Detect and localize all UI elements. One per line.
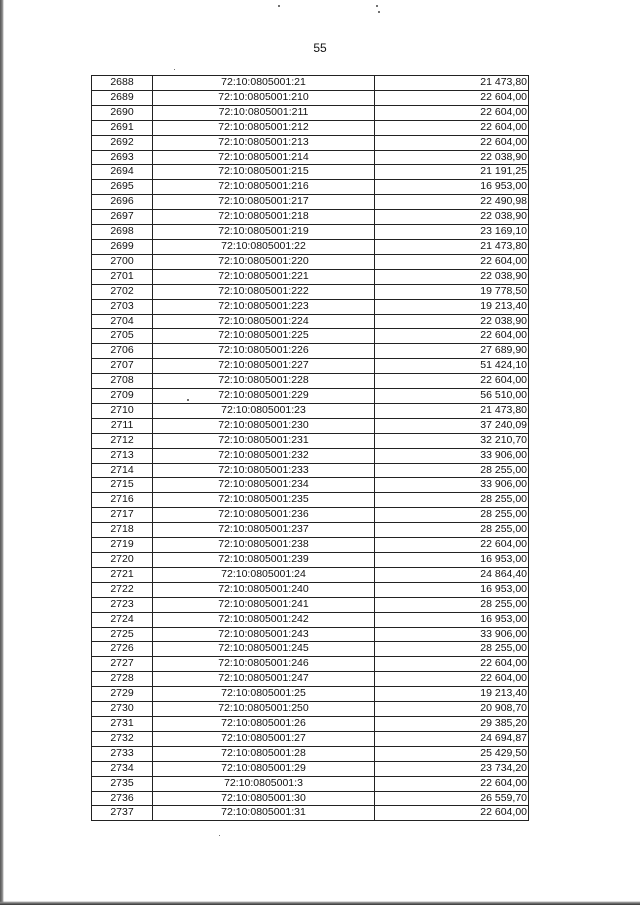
value-cell: 24 694,87 xyxy=(375,731,529,746)
row-number-cell: 2688 xyxy=(92,76,153,91)
cadastral-number-cell: 72:10:0805001:235 xyxy=(153,493,375,508)
cadastral-number-cell: 72:10:0805001:238 xyxy=(153,538,375,553)
value-cell: 23 169,10 xyxy=(375,225,529,240)
row-number-cell: 2713 xyxy=(92,448,153,463)
value-cell: 22 604,00 xyxy=(375,776,529,791)
table-row xyxy=(92,254,529,269)
value-cell: 21 473,80 xyxy=(375,239,529,254)
row-number-cell: 2716 xyxy=(92,493,153,508)
table-row xyxy=(92,210,529,225)
value-cell: 56 510,00 xyxy=(375,389,529,404)
table-row xyxy=(92,448,529,463)
value-cell: 28 255,00 xyxy=(375,597,529,612)
cadastral-number-cell: 72:10:0805001:230 xyxy=(153,418,375,433)
table-row xyxy=(92,657,529,672)
value-cell: 16 953,00 xyxy=(375,582,529,597)
table-row xyxy=(92,672,529,687)
table-row xyxy=(92,76,529,91)
scan-speck xyxy=(174,69,175,70)
row-number-cell: 2708 xyxy=(92,374,153,389)
cadastral-number-cell: 72:10:0805001:227 xyxy=(153,359,375,374)
value-cell: 51 424,10 xyxy=(375,359,529,374)
table-row xyxy=(92,418,529,433)
row-number-cell: 2709 xyxy=(92,389,153,404)
row-number-cell: 2707 xyxy=(92,359,153,374)
row-number-cell: 2730 xyxy=(92,702,153,717)
value-cell: 21 191,25 xyxy=(375,165,529,180)
table-row xyxy=(92,746,529,761)
table-row xyxy=(92,642,529,657)
value-cell: 22 604,00 xyxy=(375,105,529,120)
table-row xyxy=(92,597,529,612)
cadastral-number-cell: 72:10:0805001:243 xyxy=(153,627,375,642)
cadastral-number-cell: 72:10:0805001:229 xyxy=(153,389,375,404)
value-cell: 16 953,00 xyxy=(375,612,529,627)
table-row xyxy=(92,523,529,538)
row-number-cell: 2692 xyxy=(92,135,153,150)
table-row xyxy=(92,553,529,568)
row-number-cell: 2729 xyxy=(92,687,153,702)
table-row xyxy=(92,403,529,418)
cadastral-number-cell: 72:10:0805001:219 xyxy=(153,225,375,240)
cadastral-number-cell: 72:10:0805001:3 xyxy=(153,776,375,791)
cadastral-number-cell: 72:10:0805001:226 xyxy=(153,344,375,359)
value-cell: 28 255,00 xyxy=(375,523,529,538)
cadastral-number-cell: 72:10:0805001:216 xyxy=(153,180,375,195)
row-number-cell: 2697 xyxy=(92,210,153,225)
table-row xyxy=(92,374,529,389)
value-cell: 22 038,90 xyxy=(375,150,529,165)
cadastral-number-cell: 72:10:0805001:22 xyxy=(153,239,375,254)
value-cell: 33 906,00 xyxy=(375,478,529,493)
table-row xyxy=(92,716,529,731)
cadastral-number-cell: 72:10:0805001:224 xyxy=(153,314,375,329)
table-row xyxy=(92,180,529,195)
table-row xyxy=(92,105,529,120)
value-cell: 29 385,20 xyxy=(375,716,529,731)
cadastral-number-cell: 72:10:0805001:31 xyxy=(153,806,375,821)
table-row xyxy=(92,329,529,344)
cadastral-number-cell: 72:10:0805001:233 xyxy=(153,463,375,478)
value-cell: 22 038,90 xyxy=(375,314,529,329)
row-number-cell: 2702 xyxy=(92,284,153,299)
row-number-cell: 2721 xyxy=(92,567,153,582)
value-cell: 22 604,00 xyxy=(375,120,529,135)
cadastral-number-cell: 72:10:0805001:220 xyxy=(153,254,375,269)
value-cell: 23 734,20 xyxy=(375,761,529,776)
row-number-cell: 2725 xyxy=(92,627,153,642)
row-number-cell: 2703 xyxy=(92,299,153,314)
value-cell: 22 604,00 xyxy=(375,806,529,821)
row-number-cell: 2720 xyxy=(92,553,153,568)
value-cell: 33 906,00 xyxy=(375,627,529,642)
row-number-cell: 2689 xyxy=(92,90,153,105)
table-row xyxy=(92,627,529,642)
scan-left-edge xyxy=(0,0,4,905)
table-row xyxy=(92,687,529,702)
cadastral-number-cell: 72:10:0805001:211 xyxy=(153,105,375,120)
row-number-cell: 2691 xyxy=(92,120,153,135)
row-number-cell: 2704 xyxy=(92,314,153,329)
value-cell: 16 953,00 xyxy=(375,180,529,195)
value-cell: 32 210,70 xyxy=(375,433,529,448)
cadastral-number-cell: 72:10:0805001:241 xyxy=(153,597,375,612)
row-number-cell: 2714 xyxy=(92,463,153,478)
cadastral-number-cell: 72:10:0805001:214 xyxy=(153,150,375,165)
value-cell: 22 604,00 xyxy=(375,329,529,344)
table-row xyxy=(92,165,529,180)
value-cell: 22 038,90 xyxy=(375,210,529,225)
table-body xyxy=(92,76,529,821)
cadastral-number-cell: 72:10:0805001:245 xyxy=(153,642,375,657)
cadastral-number-cell: 72:10:0805001:246 xyxy=(153,657,375,672)
value-cell: 22 604,00 xyxy=(375,90,529,105)
value-cell: 27 689,90 xyxy=(375,344,529,359)
table-row xyxy=(92,567,529,582)
page-number: 55 xyxy=(313,41,327,55)
row-number-cell: 2734 xyxy=(92,761,153,776)
scan-speck xyxy=(219,835,220,836)
table-row xyxy=(92,359,529,374)
row-number-cell: 2717 xyxy=(92,508,153,523)
row-number-cell: 2718 xyxy=(92,523,153,538)
row-number-cell: 2715 xyxy=(92,478,153,493)
row-number-cell: 2698 xyxy=(92,225,153,240)
cadastral-number-cell: 72:10:0805001:210 xyxy=(153,90,375,105)
table-row xyxy=(92,433,529,448)
cadastral-number-cell: 72:10:0805001:28 xyxy=(153,746,375,761)
value-cell: 22 604,00 xyxy=(375,254,529,269)
value-cell: 22 490,98 xyxy=(375,195,529,210)
row-number-cell: 2723 xyxy=(92,597,153,612)
row-number-cell: 2694 xyxy=(92,165,153,180)
value-cell: 22 604,00 xyxy=(375,374,529,389)
row-number-cell: 2731 xyxy=(92,716,153,731)
table-row xyxy=(92,791,529,806)
parcel-value-table xyxy=(91,75,529,821)
cadastral-number-cell: 72:10:0805001:26 xyxy=(153,716,375,731)
table-row xyxy=(92,299,529,314)
row-number-cell: 2701 xyxy=(92,269,153,284)
table-row xyxy=(92,90,529,105)
cadastral-number-cell: 72:10:0805001:234 xyxy=(153,478,375,493)
row-number-cell: 2706 xyxy=(92,344,153,359)
table-row xyxy=(92,806,529,821)
row-number-cell: 2733 xyxy=(92,746,153,761)
scan-speck xyxy=(278,5,280,7)
value-cell: 22 604,00 xyxy=(375,672,529,687)
table-row xyxy=(92,776,529,791)
value-cell: 25 429,50 xyxy=(375,746,529,761)
value-cell: 20 908,70 xyxy=(375,702,529,717)
table-row xyxy=(92,225,529,240)
cadastral-number-cell: 72:10:0805001:221 xyxy=(153,269,375,284)
value-cell: 21 473,80 xyxy=(375,76,529,91)
table-row xyxy=(92,508,529,523)
scan-speck xyxy=(376,5,378,7)
table-row xyxy=(92,493,529,508)
value-cell: 19 213,40 xyxy=(375,299,529,314)
row-number-cell: 2724 xyxy=(92,612,153,627)
table-row xyxy=(92,195,529,210)
row-number-cell: 2728 xyxy=(92,672,153,687)
table-row xyxy=(92,612,529,627)
table-row xyxy=(92,284,529,299)
cadastral-number-cell: 72:10:0805001:231 xyxy=(153,433,375,448)
row-number-cell: 2722 xyxy=(92,582,153,597)
cadastral-number-cell: 72:10:0805001:232 xyxy=(153,448,375,463)
value-cell: 22 604,00 xyxy=(375,538,529,553)
row-number-cell: 2700 xyxy=(92,254,153,269)
cadastral-number-cell: 72:10:0805001:29 xyxy=(153,761,375,776)
row-number-cell: 2710 xyxy=(92,403,153,418)
cadastral-number-cell: 72:10:0805001:236 xyxy=(153,508,375,523)
cadastral-number-cell: 72:10:0805001:27 xyxy=(153,731,375,746)
cadastral-number-cell: 72:10:0805001:242 xyxy=(153,612,375,627)
scan-speck xyxy=(378,11,380,13)
cadastral-number-cell: 72:10:0805001:247 xyxy=(153,672,375,687)
row-number-cell: 2693 xyxy=(92,150,153,165)
cadastral-number-cell: 72:10:0805001:239 xyxy=(153,553,375,568)
row-number-cell: 2736 xyxy=(92,791,153,806)
cadastral-number-cell: 72:10:0805001:223 xyxy=(153,299,375,314)
cadastral-number-cell: 72:10:0805001:24 xyxy=(153,567,375,582)
row-number-cell: 2732 xyxy=(92,731,153,746)
cadastral-number-cell: 72:10:0805001:30 xyxy=(153,791,375,806)
row-number-cell: 2696 xyxy=(92,195,153,210)
table-row xyxy=(92,463,529,478)
cadastral-number-cell: 72:10:0805001:23 xyxy=(153,403,375,418)
cadastral-number-cell: 72:10:0805001:215 xyxy=(153,165,375,180)
value-cell: 28 255,00 xyxy=(375,642,529,657)
value-cell: 19 213,40 xyxy=(375,687,529,702)
table-row xyxy=(92,120,529,135)
value-cell: 28 255,00 xyxy=(375,508,529,523)
table-row xyxy=(92,150,529,165)
row-number-cell: 2705 xyxy=(92,329,153,344)
cadastral-number-cell: 72:10:0805001:25 xyxy=(153,687,375,702)
value-cell: 26 559,70 xyxy=(375,791,529,806)
cadastral-number-cell: 72:10:0805001:250 xyxy=(153,702,375,717)
row-number-cell: 2712 xyxy=(92,433,153,448)
cadastral-number-cell: 72:10:0805001:212 xyxy=(153,120,375,135)
row-number-cell: 2737 xyxy=(92,806,153,821)
table-row xyxy=(92,731,529,746)
value-cell: 22 038,90 xyxy=(375,269,529,284)
value-cell: 22 604,00 xyxy=(375,135,529,150)
table-row xyxy=(92,761,529,776)
cadastral-number-cell: 72:10:0805001:222 xyxy=(153,284,375,299)
row-number-cell: 2727 xyxy=(92,657,153,672)
value-cell: 16 953,00 xyxy=(375,553,529,568)
row-number-cell: 2735 xyxy=(92,776,153,791)
cadastral-number-cell: 72:10:0805001:213 xyxy=(153,135,375,150)
value-cell: 21 473,80 xyxy=(375,403,529,418)
row-number-cell: 2695 xyxy=(92,180,153,195)
value-cell: 22 604,00 xyxy=(375,657,529,672)
value-cell: 28 255,00 xyxy=(375,463,529,478)
cadastral-number-cell: 72:10:0805001:228 xyxy=(153,374,375,389)
value-cell: 37 240,09 xyxy=(375,418,529,433)
table-row xyxy=(92,269,529,284)
value-cell: 24 864,40 xyxy=(375,567,529,582)
scan-bottom-edge xyxy=(0,901,640,905)
table-row xyxy=(92,344,529,359)
row-number-cell: 2699 xyxy=(92,239,153,254)
table-row xyxy=(92,582,529,597)
row-number-cell: 2719 xyxy=(92,538,153,553)
table-row xyxy=(92,478,529,493)
cadastral-number-cell: 72:10:0805001:21 xyxy=(153,76,375,91)
value-cell: 28 255,00 xyxy=(375,493,529,508)
cadastral-number-cell: 72:10:0805001:237 xyxy=(153,523,375,538)
table-row xyxy=(92,538,529,553)
cadastral-number-cell: 72:10:0805001:240 xyxy=(153,582,375,597)
table-row xyxy=(92,389,529,404)
table-row xyxy=(92,702,529,717)
cadastral-number-cell: 72:10:0805001:217 xyxy=(153,195,375,210)
row-number-cell: 2711 xyxy=(92,418,153,433)
row-number-cell: 2690 xyxy=(92,105,153,120)
cadastral-number-cell: 72:10:0805001:225 xyxy=(153,329,375,344)
value-cell: 33 906,00 xyxy=(375,448,529,463)
row-number-cell: 2726 xyxy=(92,642,153,657)
table-row xyxy=(92,239,529,254)
value-cell: 19 778,50 xyxy=(375,284,529,299)
table-row xyxy=(92,135,529,150)
table-row xyxy=(92,314,529,329)
cadastral-number-cell: 72:10:0805001:218 xyxy=(153,210,375,225)
